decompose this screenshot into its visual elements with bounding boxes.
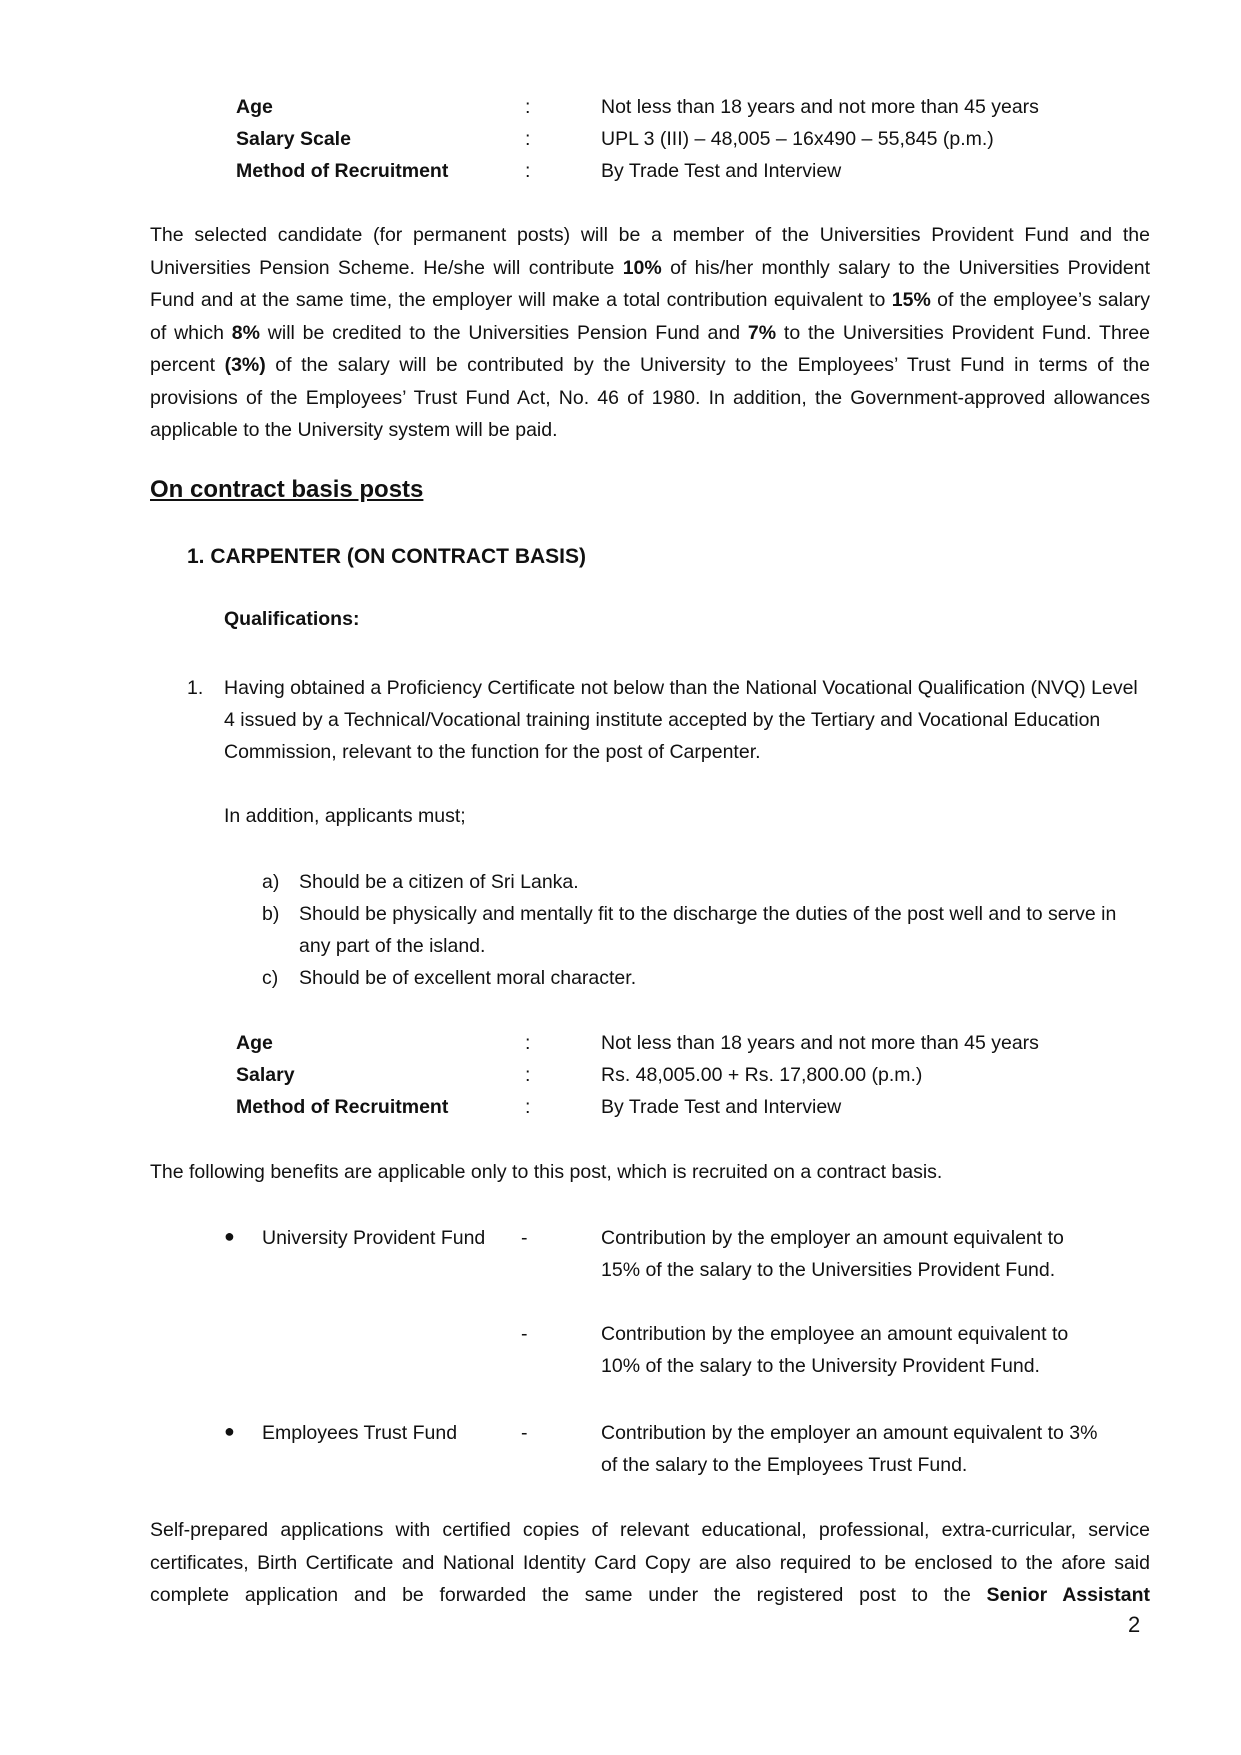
benefit-dash: - [521, 1227, 528, 1249]
benefit-line: Contribution by the employer an amount equivalent to [601, 1227, 1064, 1249]
benefit-line: Contribution by the employer an amount equivalent to 3% [601, 1422, 1098, 1444]
detail-value-recruitment: By Trade Test and Interview [601, 160, 842, 182]
detail-value-salary-scale: UPL 3 (III) – 48,005 – 16x490 – 55,845 (p.m.) [601, 128, 994, 150]
detail-value-age: Not less than 18 years and not more than 45 years [601, 96, 1039, 118]
list-item: Should be physically and mentally fit to the discharge the duties of the post well and to serve in any part of the island. [299, 903, 1117, 957]
detail-label-salary-scale: Salary Scale [236, 128, 351, 150]
detail-label-age: Age [236, 96, 273, 118]
benefit-label: Employees Trust Fund [262, 1422, 458, 1444]
bullet-icon: ● [224, 1226, 235, 1246]
benefit-label: University Provident Fund [262, 1227, 486, 1249]
detail-separator: : [525, 96, 531, 118]
bullet-icon: ● [224, 1421, 235, 1441]
qualification-text: Having obtained a Proficiency Certificate not below than the National Vocational Qualification (NVQ) Level 4 issued by a Technical/Vocational training institute accepted by the Tertiary and Vocational Education Commission, relevant to the function for the post of Carpenter. [224, 677, 1138, 763]
permanent-benefits-paragraph: The selected candidate (for permanent posts) will be a member of the Universities Provident Fund and the Universities Pension Scheme. He/she will contribute 10% of his/her monthly salary to the Universities Provident Fund and at the same time, the employer will make a total contribution equivalent to 15% of the employee’s salary of which 8% will be credited to the Universities Pension Fund and 7% to the Universities Provident Fund. Three percent (3%) of the salary will be contributed by the University to the Employees’ Trust Fund in terms of the provisions of the Employees’ Trust Fund Act, No. 46 of 1980. In addition, the Government-approved allowances applicable to the University system will be paid. [150, 224, 1151, 441]
detail-separator: : [525, 160, 531, 182]
detail-separator: : [525, 1096, 531, 1118]
detail-separator: : [525, 1064, 531, 1086]
benefit-line: Contribution by the employee an amount equivalent to [601, 1323, 1069, 1345]
page-number: 2 [1128, 1612, 1141, 1637]
detail-label-recruitment: Method of Recruitment [236, 160, 449, 182]
benefit-line: 10% of the salary to the University Provident Fund. [601, 1355, 1040, 1377]
detail-separator: : [525, 1032, 531, 1054]
post-title: 1. CARPENTER (ON CONTRACT BASIS) [187, 545, 587, 568]
list-item: Should be of excellent moral character. [299, 967, 637, 989]
detail-value-salary: Rs. 48,005.00 + Rs. 17,800.00 (p.m.) [601, 1064, 923, 1086]
detail-label-recruitment: Method of Recruitment [236, 1096, 449, 1118]
detail-label-age: Age [236, 1032, 273, 1054]
detail-value-recruitment: By Trade Test and Interview [601, 1096, 842, 1118]
list-marker: b) [262, 903, 280, 925]
benefit-dash: - [521, 1323, 528, 1345]
in-addition-text: In addition, applicants must; [224, 805, 466, 827]
list-marker: a) [262, 871, 280, 893]
benefit-line: of the salary to the Employees Trust Fund. [601, 1454, 968, 1476]
benefit-dash: - [521, 1422, 528, 1444]
qualification-number: 1. [187, 677, 204, 699]
benefit-line: 15% of the salary to the Universities Provident Fund. [601, 1259, 1056, 1281]
detail-separator: : [525, 128, 531, 150]
list-item: Should be a citizen of Sri Lanka. [299, 871, 579, 893]
list-marker: c) [262, 967, 279, 989]
qualifications-label: Qualifications: [224, 608, 360, 630]
detail-label-salary: Salary [236, 1064, 295, 1086]
benefits-intro: The following benefits are applicable only to this post, which is recruited on a contract basis. [150, 1161, 943, 1183]
section-heading: On contract basis posts [150, 476, 424, 503]
detail-value-age: Not less than 18 years and not more than 45 years [601, 1032, 1039, 1054]
closing-paragraph: Self-prepared applications with certified copies of relevant educational, professional, extra-curricular, service certificates, Birth Certificate and National Identity Card Copy are also required to be enclosed to the afore said complete application and be forwarded the same under the registered post to the Senior Assistant [150, 1519, 1150, 1606]
